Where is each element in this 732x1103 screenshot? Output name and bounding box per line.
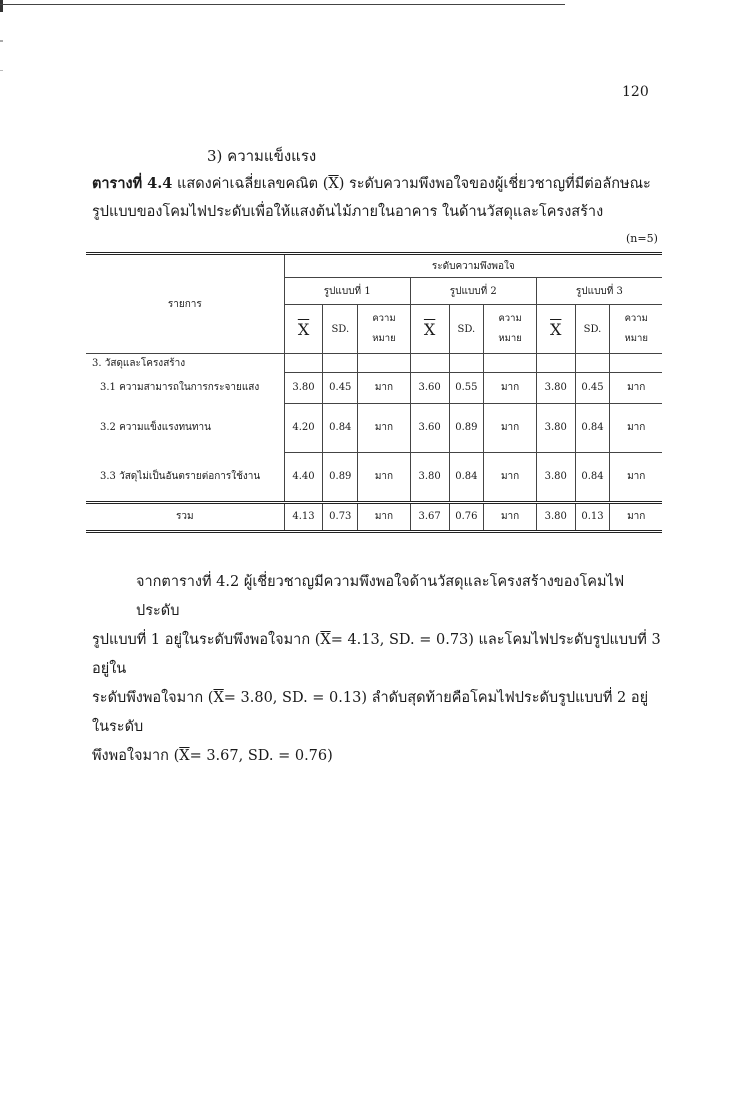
paragraph-line-4: พึงพอใจมาก ($\overline{X}= 3.67$, SD. = 0.76) <box>92 748 333 764</box>
sd-header-2: SD. <box>449 305 484 354</box>
cell-meaning: มาก <box>484 452 537 502</box>
total-row <box>86 502 662 531</box>
cell-mean: 3.80 <box>536 372 575 403</box>
xbar-header-1: $\overline{X}$ <box>297 319 310 339</box>
row-item: 3.3 วัสดุไม่เป็นอันตรายต่อการใช้งาน <box>86 452 284 502</box>
table-row <box>86 452 662 502</box>
scan-edge-mark <box>0 0 3 150</box>
cell-mean: 3.80 <box>284 372 323 403</box>
cell-sd: 0.55 <box>449 372 484 403</box>
section-heading: 3) ความแข็งแรง <box>207 147 317 165</box>
total-sd: 0.73 <box>323 502 358 531</box>
total-sd: 0.76 <box>449 502 484 531</box>
category-label: 3. วัสดุและโครงสร้าง <box>86 354 284 373</box>
paragraph-line-1: จากตารางที่ 4.2 ผู้เชี่ยวชาญมีความพึงพอใจด้านวัสดุและโครงสร้างของโคมไฟประดับ <box>136 574 625 619</box>
model-1-header: รูปแบบที่ 1 <box>284 278 410 305</box>
cell-mean: 3.80 <box>536 452 575 502</box>
cell-sd: 0.89 <box>449 403 484 452</box>
table-row <box>86 372 662 403</box>
paragraph-line-2: รูปแบบที่ 1 อยู่ในระดับพึงพอใจมาก ($\overline{X}= 4.13$, SD. = 0.73) และโคมไฟประดับรูปแบบที่ 3 อยู่ใน <box>92 632 661 677</box>
cell-meaning: มาก <box>484 372 537 403</box>
cell-mean: 3.60 <box>410 372 449 403</box>
cell-sd: 0.89 <box>323 452 358 502</box>
caption-text-before: แสดงค่าเฉลี่ยเลขคณิต ( <box>172 176 329 192</box>
cell-sd: 0.84 <box>575 403 610 452</box>
cell-meaning: มาก <box>358 372 411 403</box>
table-caption <box>92 170 662 226</box>
sample-size-label: (n=5) <box>626 232 658 245</box>
total-meaning: มาก <box>484 502 537 531</box>
paragraph-xbar: $\overline{X}$ <box>213 690 224 706</box>
paragraph-xbar: $\overline{X}$ <box>320 632 331 648</box>
total-mean: 3.80 <box>536 502 575 531</box>
cell-sd: 0.45 <box>575 372 610 403</box>
meaning-header-3: ความ หมาย <box>610 305 662 354</box>
total-label: รวม <box>86 502 284 531</box>
paragraph-xbar: $\overline{X}$ <box>179 748 190 764</box>
cell-sd: 0.45 <box>323 372 358 403</box>
cell-mean: 4.20 <box>284 403 323 452</box>
cell-sd: 0.84 <box>323 403 358 452</box>
cell-meaning: มาก <box>610 403 662 452</box>
cell-meaning: มาก <box>484 403 537 452</box>
total-sd: 0.13 <box>575 502 610 531</box>
paragraph-line-3: ระดับพึงพอใจมาก ($\overline{X}= 3.80$, SD. = 0.13) ลำดับสุดท้ายคือโคมไฟประดับรูปแบบที่ 2 อยู่ในระดับ <box>92 690 649 735</box>
model-2-header: รูปแบบที่ 2 <box>410 278 536 305</box>
model-3-header: รูปแบบที่ 3 <box>536 278 662 305</box>
satisfaction-header: ระดับความพึงพอใจ <box>284 254 662 278</box>
caption-xbar: $\overline{X}$ <box>328 176 339 192</box>
sd-header-3: SD. <box>575 305 610 354</box>
sd-header-1: SD. <box>323 305 358 354</box>
row-item: 3.1 ความสามารถในการกระจายแสง <box>86 372 284 403</box>
table-row <box>86 403 662 452</box>
cell-mean: 3.60 <box>410 403 449 452</box>
cell-meaning: มาก <box>610 372 662 403</box>
total-mean: 4.13 <box>284 502 323 531</box>
caption-label: ตารางที่ 4.4 <box>92 175 173 192</box>
cell-meaning: มาก <box>610 452 662 502</box>
top-rule <box>0 4 565 5</box>
cell-sd: 0.84 <box>575 452 610 502</box>
caption-text-after: ) ระดับความพึงพอใจของผู้เชี่ยวชาญที่มีต่อลักษณะรูปแบบของโคมไฟประดับเพื่อให้แสงต้นไม้ภายในอาคาร ในด้านวัสดุและโครงสร้าง <box>92 176 651 220</box>
total-meaning: มาก <box>610 502 662 531</box>
cell-meaning: มาก <box>358 403 411 452</box>
cell-mean: 4.40 <box>284 452 323 502</box>
summary-paragraph <box>92 568 664 771</box>
meaning-header-1: ความ หมาย <box>358 305 411 354</box>
xbar-header-3: $\overline{X}$ <box>550 319 562 339</box>
row-item: 3.2 ความแข็งแรงทนทาน <box>86 403 284 452</box>
cell-meaning: มาก <box>358 452 411 502</box>
page-number: 120 <box>622 84 649 100</box>
total-mean: 3.67 <box>410 502 449 531</box>
xbar-header-2: $\overline{X}$ <box>423 319 436 339</box>
cell-sd: 0.84 <box>449 452 484 502</box>
cell-mean: 3.80 <box>536 403 575 452</box>
total-meaning: มาก <box>358 502 411 531</box>
meaning-header-2: ความ หมาย <box>484 305 537 354</box>
satisfaction-table <box>86 252 662 533</box>
item-header: รายการ <box>86 254 284 354</box>
cell-mean: 3.80 <box>410 452 449 502</box>
